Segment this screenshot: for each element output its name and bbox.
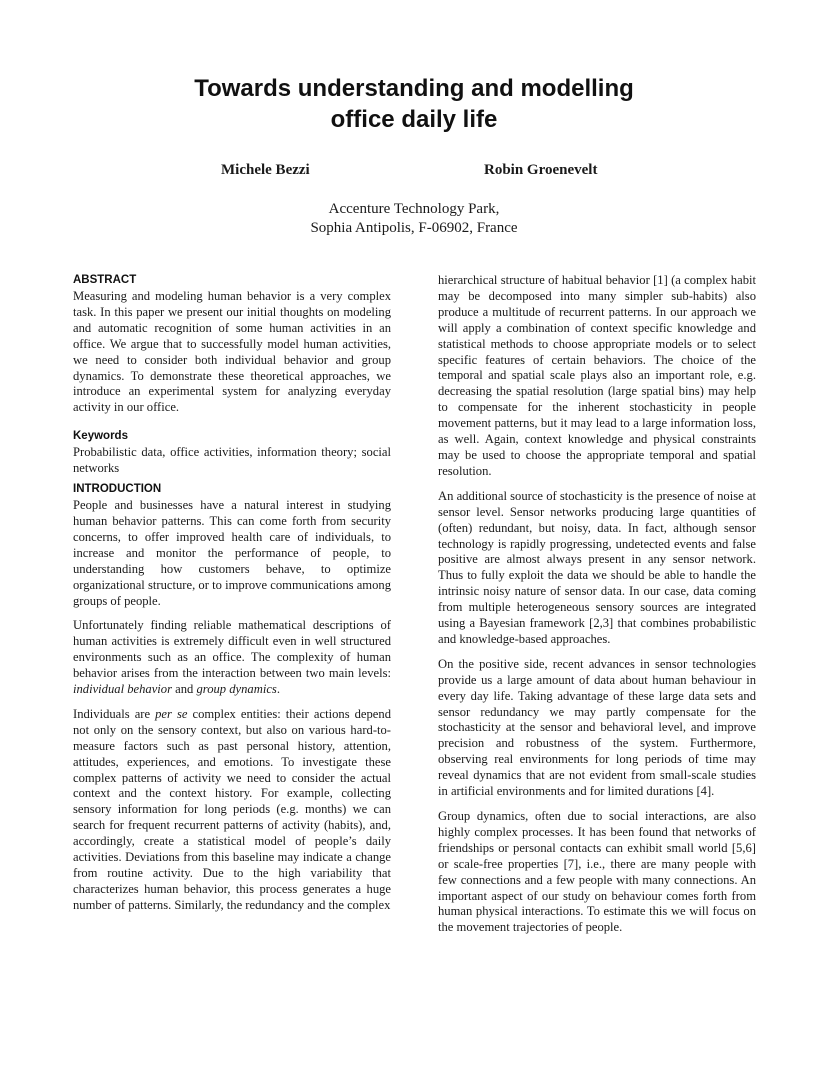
author-name-2: Robin Groenevelt <box>484 162 598 178</box>
affiliation-line-1: Accenture Technology Park, <box>328 201 500 217</box>
intro-paragraph-2 <box>73 618 391 698</box>
keywords-text: Probabilistic data, office activities, information theory; social networks <box>73 445 391 476</box>
right-paragraph-4: Group dynamics, often due to social interactions, are also highly complex processes. It has been found that networks of friendships or personal contacts can exhibit small world [5,6] or scale-free properties [7], i.e., there are many people with few connections and a few people with many connections. An important aspect of our study on behaviour comes forth from human physical interactions. To estimate this we will focus on the movement trajectories of people. <box>438 809 756 935</box>
intro-paragraph-3 <box>73 707 391 914</box>
paper-title <box>0 73 828 135</box>
introduction-heading: INTRODUCTION <box>73 483 162 496</box>
intro-p2-text-b: and <box>172 682 197 697</box>
abstract-heading: ABSTRACT <box>73 274 137 286</box>
intro-p2-text-a: Unfortunately finding reliable mathematical descriptions of human activities is extremely difficult even in well structured environments such as an office. The complexity of human behavior arises from the interaction between two main levels: <box>73 618 391 681</box>
intro-p2-emphasis-1: individual behavior <box>73 682 172 697</box>
affiliation <box>0 200 828 238</box>
author-name-1: Michele Bezzi <box>221 162 310 178</box>
intro-p2-text-c: . <box>276 682 280 697</box>
keywords-heading: Keywords <box>73 430 128 443</box>
title-line-1: Towards understanding and modelling <box>194 75 634 102</box>
right-paragraph-1: hierarchical structure of habitual behavior [1] (a complex habit may be decomposed into many simpler sub-habits) also produce a multitude of recurrent patterns. In our approach we will apply a combination of context specific knowledge and statistical methods to choose appropriate models or to select specific features of certain behaviors. The choice of the temporal and spatial scale plays also an important role, e.g. decreasing the spatial resolution (large spatial bins) may help to compensate for the inherent stochasticity in people movement patterns, but it may lead to a large information loss, as well. Again, context knowledge and physical constraints may be used to choose the appropriate temporal and spatial resolution. <box>438 273 756 478</box>
right-column <box>438 273 756 936</box>
author-list <box>0 162 828 184</box>
intro-p3-emphasis: per se <box>155 706 188 721</box>
right-paragraph-2: An additional source of stochasticity is the presence of noise at sensor level. Sensor networks producing large quantities of (often) redundant, but noisy, data. In fact, although sensor technology is rapidly progressing, undetected events and false positive are almost always present in any sensor network. Thus to fully exploit the data we should be able to handle the intrinsic noisy nature of sensor data. In our case, data coming from multiple heterogeneous sensory sources are integrated using a Bayesian framework [2,3] that combines probabilistic and knowledge-based approaches. <box>438 488 756 646</box>
affiliation-line-2: Sophia Antipolis, F-06902, France <box>310 220 518 236</box>
title-line-2: office daily life <box>330 106 498 133</box>
left-column <box>73 273 391 914</box>
intro-p3-text-b: complex entities: their actions depend not only on the sensory context, but also on various hard-to-measure factors such as past personal history, attention, attitudes, experiences, and emotions. To investigate these complex patterns of activity we need to consider the actual context and the context history. For example, collecting sensory information for long periods (e.g. months) we can search for frequent recurrent patterns of activity (habits), and, accordingly, create a statistical model of people’s daily activities. Deviations from this baseline may indicate a change from routine activity. Due to the high variability that characterizes human behavior, this process generates a huge number of patterns. Similarly, the redundancy and the complex <box>73 706 391 912</box>
right-paragraph-3: On the positive side, recent advances in sensor technologies provide us a large amount of data about human behaviour in every day life. Taking advantage of these large data sets and sensor redundancy we may partly compensate for the stochasticity at the sensor and behavioral level, and improve precision and robustness of the system. Furthermore, observing real environments for long periods of time may reveal dynamics that are not evident from small-scale studies in artificial environments and for limited durations [4]. <box>438 656 756 799</box>
intro-paragraph-1: People and businesses have a natural interest in studying human behavior patterns. This can come forth from security concerns, to offer improved health care of individuals, to increase and monitor the performance of people, to understanding how customers behave, to optimize organizational structure, or to improve communications among groups of people. <box>73 498 391 608</box>
intro-p3-text-a: Individuals are <box>73 706 156 721</box>
abstract-text: Measuring and modeling human behavior is a very complex task. In this paper we present our initial thoughts on modeling and automatic recognition of some human activities in an office. We argue that to successfully model human activities, we need to consider both individual behavior and group dynamics. To demonstrate these theoretical approaches, we introduce an experimental system for analyzing everyday activity in our office. <box>73 289 391 415</box>
intro-p2-emphasis-2: group dynamics <box>196 682 277 697</box>
